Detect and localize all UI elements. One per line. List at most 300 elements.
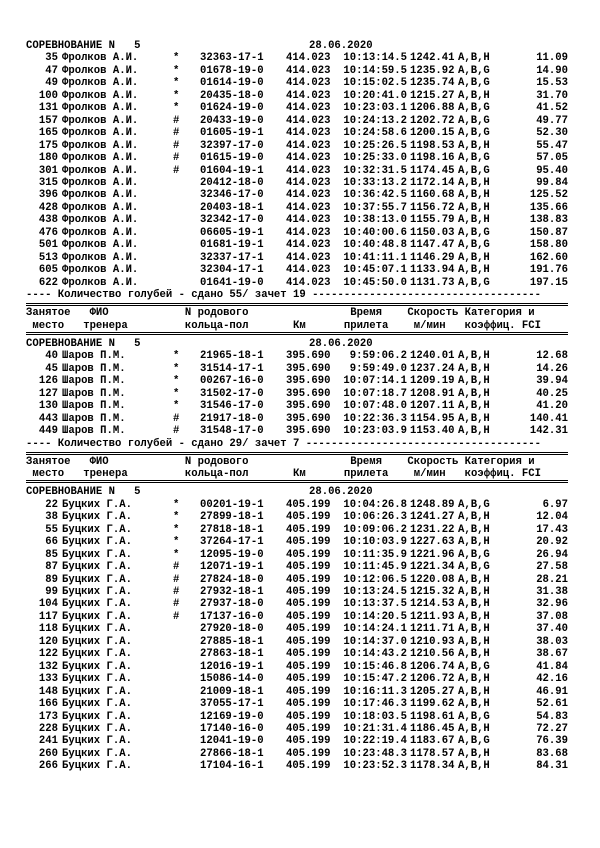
trainer-cell: Фролков А.И.: [62, 239, 139, 252]
coefficient-cell: 37.08: [536, 610, 568, 623]
trainer-cell: Фролков А.И.: [62, 276, 139, 289]
place-cell: 89: [45, 573, 58, 586]
speed-cell: 1153.40: [410, 425, 455, 438]
distance-cell: 414.023: [286, 276, 331, 289]
speed-cell: 1198.53: [410, 139, 455, 152]
coefficient-cell: 57.05: [536, 152, 568, 165]
coefficient-cell: 41.84: [536, 660, 568, 673]
trainer-cell: Буцких Г.А.: [62, 685, 132, 698]
mark-cell: *: [173, 523, 180, 536]
distance-cell: 395.690: [286, 387, 331, 400]
trainer-cell: Буцких Г.А.: [62, 548, 132, 561]
category-cell: A,B,G: [458, 77, 490, 90]
place-cell: 49: [45, 77, 58, 90]
mark-cell: *: [173, 498, 180, 511]
ring-cell: 17140-16-0: [200, 722, 264, 735]
mark-cell: *: [173, 77, 180, 90]
coefficient-cell: 11.09: [536, 52, 568, 65]
table-row: [0, 214, 600, 226]
place-cell: 501: [38, 239, 58, 252]
trainer-cell: Фролков А.И.: [62, 64, 139, 77]
ring-cell: 00267-16-0: [200, 375, 264, 388]
column-header-line-2: [0, 320, 600, 332]
trainer-cell: Буцких Г.А.: [62, 735, 132, 748]
distance-cell: 405.199: [286, 710, 331, 723]
arrival-time-cell: 10:12:06.5: [343, 573, 407, 586]
speed-cell: 1206.72: [410, 673, 455, 686]
place-cell: 449: [38, 425, 58, 438]
distance-cell: 395.690: [286, 375, 331, 388]
trainer-cell: Шаров П.М.: [62, 387, 126, 400]
category-cell: A,B,H: [458, 586, 490, 598]
competition-line: [0, 40, 600, 52]
arrival-time-cell: 10:15:47.2: [343, 673, 407, 686]
trainer-cell: Фролков А.И.: [62, 52, 139, 65]
arrival-time-cell: 9:59:06.2: [349, 350, 407, 363]
table-row: [0, 239, 600, 251]
distance-cell: 414.023: [286, 77, 331, 90]
speed-cell: 1199.62: [410, 698, 455, 711]
ring-cell: 31502-17-0: [200, 387, 264, 400]
mark-cell: *: [173, 536, 180, 549]
arrival-time-cell: 10:25:33.0: [343, 152, 407, 165]
speed-cell: 1227.63: [410, 536, 455, 549]
mark-cell: *: [173, 102, 180, 115]
arrival-time-cell: 10:33:13.2: [343, 176, 407, 189]
coefficient-cell: 38.03: [536, 635, 568, 648]
place-cell: 66: [45, 536, 58, 549]
speed-cell: 1147.47: [410, 239, 455, 252]
coefficient-cell: 162.60: [529, 251, 568, 264]
category-cell: A,B,H: [458, 176, 490, 189]
arrival-time-cell: 10:09:06.2: [343, 523, 407, 536]
arrival-time-cell: 10:07:14.1: [343, 375, 407, 388]
category-cell: A,B,H: [458, 511, 490, 524]
place-cell: 131: [38, 102, 58, 115]
distance-cell: 414.023: [286, 152, 331, 165]
trainer-cell: Шаров П.М.: [62, 400, 126, 413]
category-cell: A,B,H: [458, 264, 490, 277]
column-header-text: место тренера кольца-пол Км прилета м/мин коэффиц. FCI: [26, 319, 541, 332]
distance-cell: 395.690: [286, 350, 331, 363]
category-cell: A,B,H: [458, 648, 490, 661]
table-row: [0, 127, 600, 139]
place-cell: 443: [38, 412, 58, 425]
arrival-time-cell: 10:14:24.1: [343, 623, 407, 636]
place-cell: 85: [45, 548, 58, 561]
trainer-cell: Шаров П.М.: [62, 362, 126, 375]
trainer-cell: Фролков А.И.: [62, 264, 139, 277]
place-cell: 175: [38, 139, 58, 152]
ring-cell: 32337-17-1: [200, 251, 264, 264]
table-row: [0, 661, 600, 673]
place-cell: 266: [38, 760, 58, 773]
header-bottom-rule: [26, 480, 568, 483]
table-row: [0, 65, 600, 77]
place-cell: 117: [38, 610, 58, 623]
speed-cell: 1210.56: [410, 648, 455, 661]
ring-cell: 37055-17-1: [200, 698, 264, 711]
category-cell: A,B,H: [458, 350, 490, 363]
ring-cell: 20433-19-0: [200, 114, 264, 127]
ring-cell: 12071-19-1: [200, 561, 264, 574]
ring-cell: 12169-19-0: [200, 710, 264, 723]
ring-cell: 37264-17-1: [200, 536, 264, 549]
category-cell: A,B,H: [458, 573, 490, 586]
category-cell: A,B,G: [458, 735, 490, 748]
coefficient-cell: 142.31: [529, 425, 568, 438]
speed-cell: 1241.27: [410, 511, 455, 524]
arrival-time-cell: 10:22:19.4: [343, 735, 407, 748]
column-header-line-2: [0, 468, 600, 480]
arrival-time-cell: 10:13:14.5: [343, 52, 407, 65]
mark-cell: #: [173, 586, 180, 598]
coefficient-cell: 55.47: [536, 139, 568, 152]
table-row: [0, 760, 600, 772]
ring-cell: 27937-18-0: [200, 598, 264, 611]
arrival-time-cell: 10:23:52.3: [343, 760, 407, 773]
speed-cell: 1200.15: [410, 127, 455, 140]
trainer-cell: Шаров П.М.: [62, 412, 126, 425]
arrival-time-cell: 10:11:45.9: [343, 561, 407, 574]
trainer-cell: Буцких Г.А.: [62, 635, 132, 648]
coefficient-cell: 40.25: [536, 387, 568, 400]
arrival-time-cell: 10:04:26.8: [343, 498, 407, 511]
place-cell: 22: [45, 498, 58, 511]
speed-cell: 1205.27: [410, 685, 455, 698]
coefficient-cell: 14.26: [536, 362, 568, 375]
table-row: [0, 686, 600, 698]
speed-cell: 1186.45: [410, 722, 455, 735]
ring-cell: 21965-18-1: [200, 350, 264, 363]
coefficient-cell: 41.52: [536, 102, 568, 115]
arrival-time-cell: 10:13:37.5: [343, 598, 407, 611]
distance-cell: 405.199: [286, 561, 331, 574]
ring-cell: 27885-18-1: [200, 635, 264, 648]
table-row: [0, 648, 600, 660]
arrival-time-cell: 10:38:13.0: [343, 214, 407, 227]
place-cell: 157: [38, 114, 58, 127]
trainer-cell: Буцких Г.А.: [62, 523, 132, 536]
arrival-time-cell: 10:24:13.2: [343, 114, 407, 127]
coefficient-cell: 14.90: [536, 64, 568, 77]
distance-cell: 405.199: [286, 548, 331, 561]
category-cell: A,B,H: [458, 623, 490, 636]
coefficient-cell: 83.68: [536, 747, 568, 760]
category-cell: A,B,H: [458, 362, 490, 375]
table-row: [0, 252, 600, 264]
ring-cell: 01604-19-1: [200, 164, 264, 177]
trainer-cell: Фролков А.И.: [62, 152, 139, 165]
place-cell: 396: [38, 189, 58, 202]
category-cell: A,B,H: [458, 747, 490, 760]
table-row: [0, 598, 600, 610]
distance-cell: 414.023: [286, 264, 331, 277]
competition-date: 28.06.2020: [309, 40, 373, 52]
distance-cell: 414.023: [286, 214, 331, 227]
coefficient-cell: 150.87: [529, 226, 568, 239]
category-cell: A,B,H: [458, 52, 490, 65]
speed-cell: 1235.92: [410, 64, 455, 77]
speed-cell: 1209.19: [410, 375, 455, 388]
competition-date: 28.06.2020: [309, 337, 373, 350]
coefficient-cell: 54.83: [536, 710, 568, 723]
arrival-time-cell: 10:45:50.0: [343, 276, 407, 289]
speed-cell: 1202.72: [410, 114, 455, 127]
place-cell: 260: [38, 747, 58, 760]
trainer-cell: Фролков А.И.: [62, 77, 139, 90]
speed-cell: 1235.74: [410, 77, 455, 90]
speed-cell: 1156.72: [410, 201, 455, 214]
trainer-cell: Буцких Г.А.: [62, 673, 132, 686]
category-cell: A,B,H: [458, 685, 490, 698]
category-cell: A,B,H: [458, 375, 490, 388]
coefficient-cell: 17.43: [536, 523, 568, 536]
category-cell: A,B,H: [458, 412, 490, 425]
table-row: [0, 711, 600, 723]
speed-cell: 1206.88: [410, 102, 455, 115]
speed-cell: 1208.91: [410, 387, 455, 400]
table-row: [0, 264, 600, 276]
distance-cell: 414.023: [286, 201, 331, 214]
trainer-cell: Буцких Г.А.: [62, 573, 132, 586]
place-cell: 99: [45, 586, 58, 598]
mark-cell: #: [173, 152, 180, 165]
trainer-cell: Буцких Г.А.: [62, 598, 132, 611]
ring-cell: 12041-19-0: [200, 735, 264, 748]
distance-cell: 414.023: [286, 52, 331, 65]
table-row: [0, 202, 600, 214]
place-cell: 122: [38, 648, 58, 661]
arrival-time-cell: 10:10:03.9: [343, 536, 407, 549]
distance-cell: 405.199: [286, 722, 331, 735]
distance-cell: 395.690: [286, 400, 331, 413]
arrival-time-cell: 10:07:48.0: [343, 400, 407, 413]
table-row: [0, 350, 600, 362]
table-row: [0, 723, 600, 735]
trainer-cell: Фролков А.И.: [62, 176, 139, 189]
trainer-cell: Буцких Г.А.: [62, 747, 132, 760]
coefficient-cell: 38.67: [536, 648, 568, 661]
arrival-time-cell: 10:14:59.5: [343, 64, 407, 77]
ring-cell: 31514-17-1: [200, 362, 264, 375]
place-cell: 100: [38, 89, 58, 102]
distance-cell: 414.023: [286, 176, 331, 189]
category-cell: A,B,H: [458, 523, 490, 536]
ring-cell: 01605-19-1: [200, 127, 264, 140]
coefficient-cell: 41.20: [536, 400, 568, 413]
arrival-time-cell: 10:40:48.8: [343, 239, 407, 252]
ring-cell: 01615-19-0: [200, 152, 264, 165]
category-cell: A,B,H: [458, 635, 490, 648]
ring-cell: 31548-17-0: [200, 425, 264, 438]
trainer-cell: Шаров П.М.: [62, 425, 126, 438]
ring-cell: 20412-18-0: [200, 176, 264, 189]
trainer-cell: Буцких Г.А.: [62, 498, 132, 511]
distance-cell: 405.199: [286, 660, 331, 673]
ring-cell: 32342-17-0: [200, 214, 264, 227]
table-row: [0, 177, 600, 189]
speed-cell: 1178.34: [410, 760, 455, 773]
trainer-cell: Буцких Г.А.: [62, 511, 132, 524]
competition-label: СОРЕВНОВАНИЕ N 5: [26, 40, 141, 52]
coefficient-cell: 52.30: [536, 127, 568, 140]
table-row: [0, 400, 600, 412]
coefficient-cell: 95.40: [536, 164, 568, 177]
trainer-cell: Буцких Г.А.: [62, 760, 132, 773]
ring-cell: 17137-16-0: [200, 610, 264, 623]
coefficient-cell: 31.70: [536, 89, 568, 102]
competition-line: [0, 338, 600, 350]
place-cell: 130: [38, 400, 58, 413]
arrival-time-cell: 10:13:24.5: [343, 586, 407, 598]
trainer-cell: Фролков А.И.: [62, 251, 139, 264]
distance-cell: 405.199: [286, 673, 331, 686]
distance-cell: 414.023: [286, 226, 331, 239]
place-cell: 87: [45, 561, 58, 574]
column-header-text: место тренера кольца-пол Км прилета м/мин коэффиц. FCI: [26, 468, 541, 481]
arrival-time-cell: 10:15:02.5: [343, 77, 407, 90]
trainer-cell: Буцких Г.А.: [62, 698, 132, 711]
trainer-cell: Буцких Г.А.: [62, 561, 132, 574]
distance-cell: 414.023: [286, 189, 331, 202]
speed-cell: 1150.03: [410, 226, 455, 239]
category-cell: A,B,H: [458, 610, 490, 623]
trainer-cell: Фролков А.И.: [62, 189, 139, 202]
table-row: [0, 698, 600, 710]
arrival-time-cell: 10:41:11.1: [343, 251, 407, 264]
category-cell: A,B,G: [458, 64, 490, 77]
category-cell: A,B,G: [458, 226, 490, 239]
distance-cell: 405.199: [286, 698, 331, 711]
table-row: [0, 574, 600, 586]
speed-cell: 1198.61: [410, 710, 455, 723]
place-cell: 133: [38, 673, 58, 686]
coefficient-cell: 37.40: [536, 623, 568, 636]
mark-cell: *: [173, 89, 180, 102]
table-row: [0, 52, 600, 64]
table-row: [0, 586, 600, 598]
ring-cell: 01614-19-0: [200, 77, 264, 90]
place-cell: 301: [38, 164, 58, 177]
place-cell: 438: [38, 214, 58, 227]
coefficient-cell: 31.38: [536, 586, 568, 598]
distance-cell: 405.199: [286, 573, 331, 586]
speed-cell: 1183.67: [410, 735, 455, 748]
table-row: [0, 673, 600, 685]
distance-cell: 405.199: [286, 747, 331, 760]
header-top-rule: [26, 452, 568, 455]
column-header-line-1: [0, 456, 600, 468]
trainer-cell: Фролков А.И.: [62, 164, 139, 177]
competition-line: [0, 486, 600, 498]
distance-cell: 405.199: [286, 623, 331, 636]
distance-cell: 405.199: [286, 735, 331, 748]
trainer-cell: Фролков А.И.: [62, 114, 139, 127]
distance-cell: 414.023: [286, 114, 331, 127]
category-cell: A,B,G: [458, 498, 490, 511]
speed-cell: 1211.93: [410, 610, 455, 623]
coefficient-cell: 84.31: [536, 760, 568, 773]
ring-cell: 01624-19-0: [200, 102, 264, 115]
mark-cell: *: [173, 64, 180, 77]
category-cell: A,B,H: [458, 673, 490, 686]
coefficient-cell: 52.61: [536, 698, 568, 711]
table-row: [0, 165, 600, 177]
speed-cell: 1160.68: [410, 189, 455, 202]
mark-cell: *: [173, 387, 180, 400]
place-cell: 118: [38, 623, 58, 636]
distance-cell: 414.023: [286, 127, 331, 140]
place-cell: 120: [38, 635, 58, 648]
coefficient-cell: 20.92: [536, 536, 568, 549]
place-cell: 513: [38, 251, 58, 264]
speed-cell: 1207.11: [410, 400, 455, 413]
speed-cell: 1248.89: [410, 498, 455, 511]
ring-cell: 01678-19-0: [200, 64, 264, 77]
table-row: [0, 388, 600, 400]
distance-cell: 405.199: [286, 598, 331, 611]
category-cell: A,B,H: [458, 201, 490, 214]
arrival-time-cell: 10:14:20.5: [343, 610, 407, 623]
category-cell: A,B,H: [458, 760, 490, 773]
coefficient-cell: 12.68: [536, 350, 568, 363]
table-row: [0, 152, 600, 164]
competition-label: СОРЕВНОВАНИЕ N 5: [26, 337, 141, 350]
arrival-time-cell: 10:25:26.5: [343, 139, 407, 152]
mark-cell: *: [173, 548, 180, 561]
category-cell: A,B,H: [458, 425, 490, 438]
speed-cell: 1214.53: [410, 598, 455, 611]
distance-cell: 405.199: [286, 685, 331, 698]
arrival-time-cell: 10:17:46.3: [343, 698, 407, 711]
place-cell: 47: [45, 64, 58, 77]
mark-cell: *: [173, 375, 180, 388]
arrival-time-cell: 10:14:37.0: [343, 635, 407, 648]
trainer-cell: Буцких Г.А.: [62, 610, 132, 623]
mark-cell: #: [173, 425, 180, 438]
header-top-rule: [26, 303, 568, 306]
table-row: [0, 499, 600, 511]
place-cell: 35: [45, 52, 58, 65]
category-cell: A,B,G: [458, 239, 490, 252]
distance-cell: 414.023: [286, 102, 331, 115]
distance-cell: 414.023: [286, 164, 331, 177]
arrival-time-cell: 10:24:58.6: [343, 127, 407, 140]
arrival-time-cell: 10:23:03.1: [343, 102, 407, 115]
trainer-cell: Буцких Г.А.: [62, 536, 132, 549]
coefficient-cell: 46.91: [536, 685, 568, 698]
category-cell: A,B,G: [458, 276, 490, 289]
category-cell: A,B,G: [458, 152, 490, 165]
trainer-cell: Фролков А.И.: [62, 127, 139, 140]
table-row: [0, 536, 600, 548]
summary-line: [0, 289, 600, 301]
table-row: [0, 524, 600, 536]
place-cell: 45: [45, 362, 58, 375]
category-cell: A,B,H: [458, 536, 490, 549]
ring-cell: 27920-18-0: [200, 623, 264, 636]
mark-cell: #: [173, 412, 180, 425]
mark-cell: #: [173, 164, 180, 177]
mark-cell: #: [173, 610, 180, 623]
arrival-time-cell: 10:14:43.2: [343, 648, 407, 661]
ring-cell: 27818-18-1: [200, 523, 264, 536]
arrival-time-cell: 10:21:31.4: [343, 722, 407, 735]
ring-cell: 15086-14-0: [200, 673, 264, 686]
ring-cell: 20435-18-0: [200, 89, 264, 102]
place-cell: 148: [38, 685, 58, 698]
